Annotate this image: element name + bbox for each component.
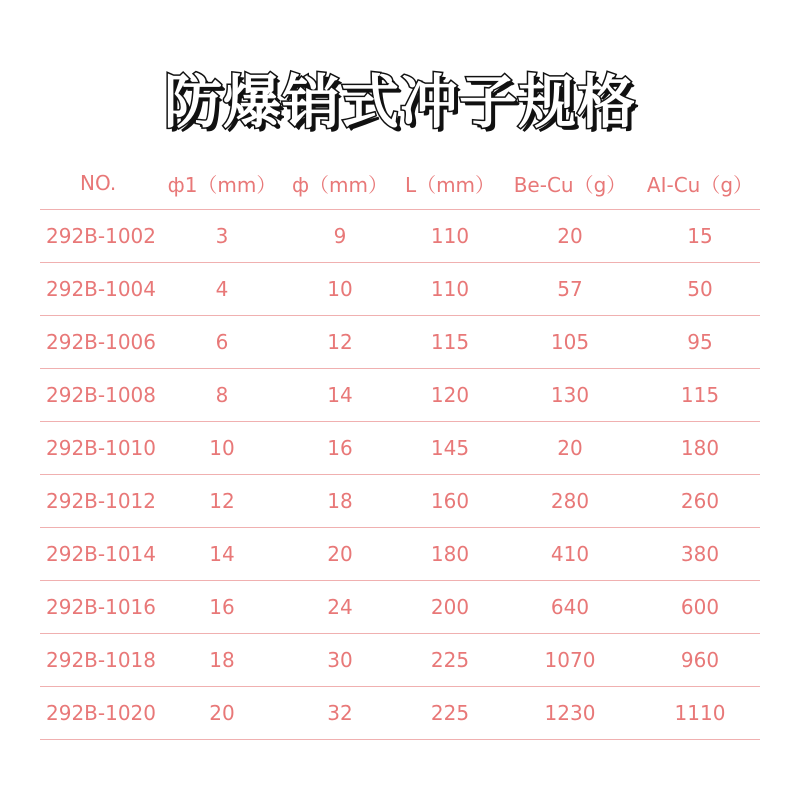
page-title: 防爆销式冲子规格 — [163, 68, 636, 136]
cell-al-cu: 95 — [640, 316, 760, 369]
cell-al-cu: 1110 — [640, 687, 760, 740]
table-row — [40, 687, 760, 740]
cell-no: 292B-1012 — [40, 475, 164, 528]
cell-be-cu: 20 — [500, 210, 640, 263]
header-length: L（mm） — [400, 157, 500, 210]
table-row — [40, 316, 760, 369]
cell-be-cu: 20 — [500, 422, 640, 475]
cell-phi: 20 — [280, 528, 400, 581]
cell-no: 292B-1018 — [40, 634, 164, 687]
table-row — [40, 528, 760, 581]
cell-be-cu: 105 — [500, 316, 640, 369]
cell-no: 292B-1006 — [40, 316, 164, 369]
cell-length: 200 — [400, 581, 500, 634]
cell-phi1: 6 — [164, 316, 280, 369]
cell-length: 160 — [400, 475, 500, 528]
cell-length: 180 — [400, 528, 500, 581]
cell-phi1: 8 — [164, 369, 280, 422]
cell-phi: 32 — [280, 687, 400, 740]
cell-al-cu: 15 — [640, 210, 760, 263]
header-phi1: ф1（mm） — [164, 157, 280, 210]
cell-no: 292B-1014 — [40, 528, 164, 581]
cell-no: 292B-1004 — [40, 263, 164, 316]
cell-no: 292B-1020 — [40, 687, 164, 740]
cell-length: 115 — [400, 316, 500, 369]
cell-be-cu: 280 — [500, 475, 640, 528]
header-no: NO. — [40, 157, 164, 210]
table-body — [40, 210, 760, 740]
cell-no: 292B-1008 — [40, 369, 164, 422]
cell-phi1: 16 — [164, 581, 280, 634]
cell-length: 225 — [400, 687, 500, 740]
table-row — [40, 581, 760, 634]
cell-phi: 9 — [280, 210, 400, 263]
cell-phi1: 10 — [164, 422, 280, 475]
cell-be-cu: 410 — [500, 528, 640, 581]
cell-phi: 10 — [280, 263, 400, 316]
cell-phi1: 20 — [164, 687, 280, 740]
table-row — [40, 422, 760, 475]
cell-phi1: 12 — [164, 475, 280, 528]
table-row — [40, 475, 760, 528]
cell-be-cu: 1230 — [500, 687, 640, 740]
cell-no: 292B-1002 — [40, 210, 164, 263]
cell-length: 110 — [400, 210, 500, 263]
table-header-row — [40, 157, 760, 210]
cell-length: 120 — [400, 369, 500, 422]
cell-al-cu: 600 — [640, 581, 760, 634]
cell-al-cu: 115 — [640, 369, 760, 422]
cell-phi: 14 — [280, 369, 400, 422]
cell-phi1: 18 — [164, 634, 280, 687]
cell-phi: 16 — [280, 422, 400, 475]
cell-phi1: 14 — [164, 528, 280, 581]
cell-al-cu: 960 — [640, 634, 760, 687]
cell-al-cu: 380 — [640, 528, 760, 581]
cell-phi1: 4 — [164, 263, 280, 316]
cell-length: 225 — [400, 634, 500, 687]
table-row — [40, 210, 760, 263]
header-al-cu: AI-Cu（g） — [640, 157, 760, 210]
cell-phi: 30 — [280, 634, 400, 687]
cell-be-cu: 130 — [500, 369, 640, 422]
cell-phi: 18 — [280, 475, 400, 528]
cell-phi: 12 — [280, 316, 400, 369]
cell-al-cu: 50 — [640, 263, 760, 316]
header-phi: ф（mm） — [280, 157, 400, 210]
table-row — [40, 263, 760, 316]
cell-be-cu: 57 — [500, 263, 640, 316]
header-be-cu: Be-Cu（g） — [500, 157, 640, 210]
cell-length: 110 — [400, 263, 500, 316]
cell-al-cu: 260 — [640, 475, 760, 528]
cell-phi1: 3 — [164, 210, 280, 263]
spec-table — [40, 157, 760, 740]
table-row — [40, 369, 760, 422]
cell-length: 145 — [400, 422, 500, 475]
cell-no: 292B-1016 — [40, 581, 164, 634]
cell-be-cu: 640 — [500, 581, 640, 634]
cell-al-cu: 180 — [640, 422, 760, 475]
table-row — [40, 634, 760, 687]
cell-no: 292B-1010 — [40, 422, 164, 475]
cell-phi: 24 — [280, 581, 400, 634]
cell-be-cu: 1070 — [500, 634, 640, 687]
